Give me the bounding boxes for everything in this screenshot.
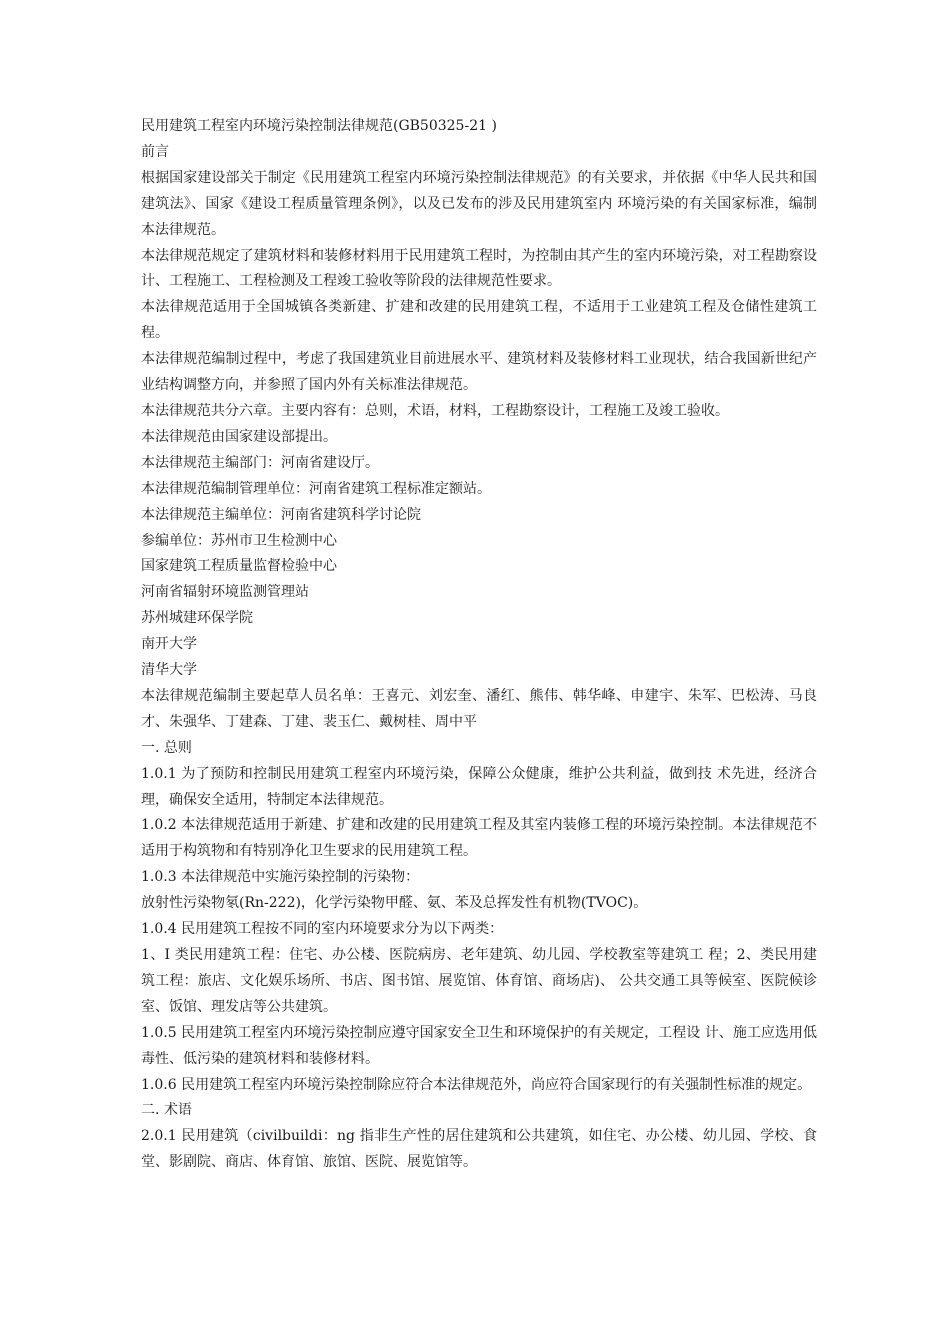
section-heading-preface: 前言 (141, 143, 169, 160)
paragraph: 本法律规范主编部门：河南省建设厅。 (141, 454, 379, 471)
document-title: 民用建筑工程室内环境污染控制法律规范(GB50325-21 ) (141, 118, 497, 134)
paragraph: 本法律规范由国家建设部提出。 (141, 428, 337, 445)
document-body (141, 114, 817, 1176)
paragraph: 苏州城建环保学院 (141, 610, 253, 627)
clause: 1.0.4 民用建筑工程按不同的室内环境要求分为以下两类： (141, 921, 504, 938)
paragraph: 本法律规范共分六章。主要内容有：总则，术语，材料，工程勘察设计，工程施工及竣工验收。 (141, 402, 729, 419)
paragraph: 参编单位：苏州市卫生检测中心 (141, 532, 337, 549)
paragraph: 本法律规范编制管理单位：河南省建筑工程标准定额站。 (141, 480, 491, 497)
clause: 1.0.1 为了预防和控制民用建筑工程室内环境污染，保障公众健康，维护公共利益，做到技 术先进，经济合理，确保安全适用，特制定本法律规范。 (141, 765, 817, 808)
paragraph: 国家建筑工程质量监督检验中心 (141, 558, 337, 575)
paragraph: 本法律规范主编单位：河南省建筑科学讨论院 (141, 506, 421, 523)
clause: 1.0.3 本法律规范中实施污染控制的污染物： (141, 869, 420, 886)
paragraph: 1、I 类民用建筑工程：住宅、办公楼、医院病房、老年建筑、幼儿园、学校教室等建筑工 程；2、类民用建筑工程：旅店、文化娱乐场所、书店、图书馆、展览馆、体育馆、商场店)、 公共交通工具等候室、医院候诊室、饭馆、理发店等公共建筑。 (141, 947, 817, 1015)
section-heading-general: 一. 总则 (141, 739, 192, 756)
paragraph: 河南省辐射环境监测管理站 (141, 584, 309, 601)
paragraph: 本法律规范编制主要起草人员名单：王喜元、刘宏奎、潘红、熊伟、韩华峰、申建宇、朱军、巴松涛、马良才、朱强华、丁建森、丁建、裴玉仁、戴树桂、周中平 (141, 687, 817, 730)
clause: 1.0.5 民用建筑工程室内环境污染控制应遵守国家安全卫生和环境保护的有关规定，工程设 计、施工应选用低毒性、低污染的建筑材料和装修材料。 (141, 1024, 817, 1067)
paragraph: 本法律规范编制过程中，考虑了我国建筑业目前进展水平、建筑材料及装修材料工业现状，结合我国新世纪产业结构调整方向，并参照了国内外有关标准法律规范。 (141, 351, 817, 394)
paragraph: 清华大学 (141, 662, 197, 679)
section-heading-terms: 二. 术语 (141, 1102, 192, 1119)
paragraph: 放射性污染物氡(Rn-222)，化学污染物甲醛、氨、苯及总挥发性有机物(TVOC)。 (141, 895, 648, 912)
paragraph: 本法律规范规定了建筑材料和装修材料用于民用建筑工程时，为控制由其产生的室内环境污染，对工程勘察设计、工程施工、工程检测及工程竣工验收等阶段的法律规范性要求。 (141, 247, 817, 290)
paragraph: 根据国家建设部关于制定《民用建筑工程室内环境污染控制法律规范》的有关要求，并依据《中华人民共和国建筑法》、国家《建设工程质量管理条例》，以及已发布的涉及民用建筑室内 环境污染的有关国家标准，编制本法律规范。 (141, 169, 817, 238)
clause: 2.0.1 民用建筑（civilbuildi：ng 指非生产性的居住建筑和公共建筑，如住宅、办公楼、幼儿园、学校、食堂、影剧院、商店、体育馆、旅馆、医院、展览馆等。 (141, 1128, 817, 1171)
paragraph: 本法律规范适用于全国城镇各类新建、扩建和改建的民用建筑工程，不适用于工业建筑工程及仓储性建筑工程。 (141, 299, 817, 342)
clause: 1.0.6 民用建筑工程室内环境污染控制除应符合本法律规范外，尚应符合国家现行的有关强制性标准的规定。 (141, 1076, 812, 1093)
paragraph: 南开大学 (141, 636, 197, 653)
clause: 1.0.2 本法律规范适用于新建、扩建和改建的民用建筑工程及其室内装修工程的环境污染控制。本法律规范不适用于构筑物和有特别净化卫生要求的民用建筑工程。 (141, 817, 817, 860)
